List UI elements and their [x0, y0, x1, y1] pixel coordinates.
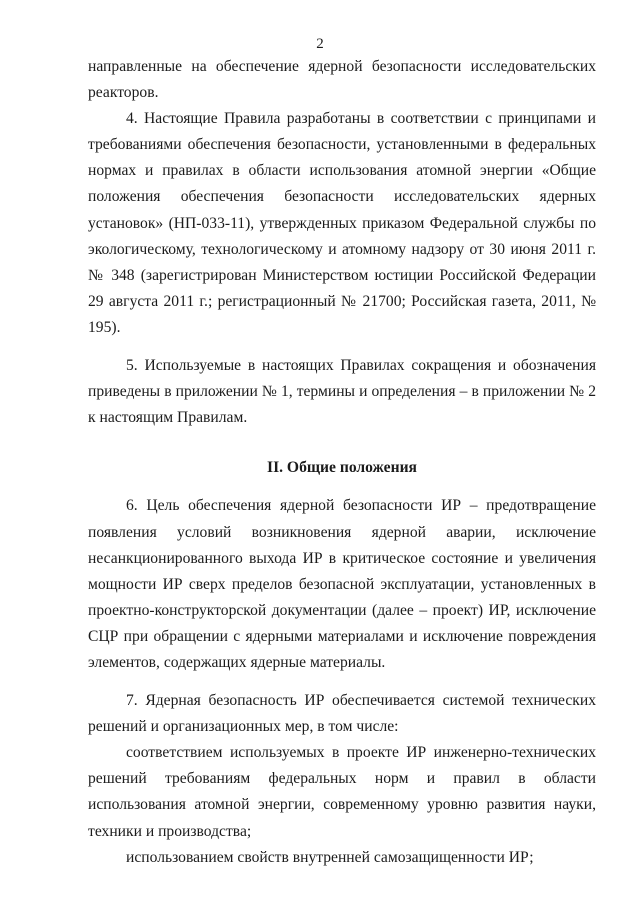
section-heading: II. Общие положения	[267, 459, 417, 477]
paragraph-continuation: направленные на обеспечение ядерной безопасности исследовательских реакторов.	[88, 58, 596, 102]
paragraph-6: 6. Цель обеспечения ядерной безопасности ИР – предотвращение появления условий возникновения ядерной аварии, исключение несанкционированного выхода ИР в критическое состояние и увеличения мощности ИР сверх пределов безопасной эксплуатации, установленных в проектно-конструкторской документации (далее – проект) ИР, исключение СЦР при обращении с ядерными материалами и исключение повреждения элементов, содержащих ядерные материалы.	[88, 497, 596, 671]
paragraph-5: 5. Используемые в настоящих Правилах сокращения и обозначения приведены в приложении № 1, термины и определения – в приложении № 2 к настоящим Правилам.	[88, 357, 596, 427]
page-number: 2	[316, 36, 324, 52]
paragraph-4: 4. Настоящие Правила разработаны в соответствии с принципами и требованиями обеспечения безопасности, установленными в федеральных нормах и правилах в области использования атомной энергии «Общие положения обеспечения безопасности исследовательских ядерных установок» (НП-033-11), утвержденных приказом Федеральной службы по экологическому, технологическому и атомному надзору от 30 июня 2011 г. № 348 (зарегистрирован Министерством юстиции Российской Федерации 29 августа 2011 г.; регистрационный № 21700; Российская газета, 2011, № 195).	[88, 110, 596, 336]
paragraph-7-item-2: использованием свойств внутренней самозащищенности ИР;	[126, 848, 534, 866]
document-body	[88, 54, 596, 871]
paragraph-7-item-1: соответствием используемых в проекте ИР инженерно-технических решений требованиям федеральных норм и правил в области использования атомной энергии, современному уровню развития науки, техники и производства;	[88, 744, 596, 840]
paragraph-7: 7. Ядерная безопасность ИР обеспечивается системой технических решений и организационных мер, в том числе:	[88, 692, 596, 736]
